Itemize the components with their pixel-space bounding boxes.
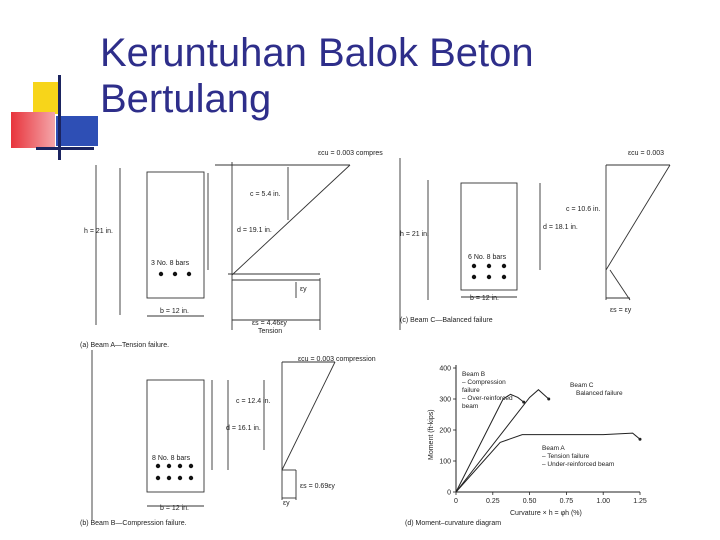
beam-b-bar — [167, 476, 171, 480]
legend-beam-a-line: Beam A — [542, 445, 565, 452]
beam-c-eps-s: εs = εy — [610, 307, 632, 314]
beam-a-h: h = 21 in. — [84, 228, 113, 235]
beam-c-bar — [472, 275, 476, 279]
beam-a-eps-cu: εcu = 0.003 compres — [318, 150, 383, 157]
beam-c-bar — [487, 264, 491, 268]
beam-b-c: c = 12.4 in. — [236, 398, 271, 405]
y-tick-label: 400 — [439, 365, 451, 373]
beam-a-tension: Tension — [258, 328, 283, 335]
beam-c-bar — [487, 275, 491, 279]
beam-b-bar — [156, 464, 160, 468]
legend-beam-c — [570, 382, 623, 397]
legend-beam-b-line: beam — [462, 403, 479, 410]
beam-b-bar — [189, 476, 193, 480]
beam-a-eps-s: εs = 4.46εy — [252, 320, 287, 327]
chart-xlabel: Curvature × h = φh (%) — [510, 510, 582, 517]
x-tick-label: 0.50 — [522, 498, 537, 505]
beam-b-bar — [167, 464, 171, 468]
beam-c-bar — [502, 275, 506, 279]
beam-a-d: d = 19.1 in. — [237, 227, 272, 234]
legend-beam-b-line: failure — [462, 387, 480, 394]
beam-b-eps-s: εs = 0.69εy — [300, 483, 335, 490]
beam-a-caption: (a) Beam A—Tension failure. — [80, 342, 170, 349]
x-tick-label: 0.75 — [559, 498, 574, 505]
chart-caption: (d) Moment–curvature diagram — [405, 520, 502, 527]
beam-b-section — [147, 380, 204, 492]
x-tick-label: 0 — [454, 498, 458, 505]
slide-title-line1: Keruntuhan Balok Beton — [100, 31, 534, 75]
beam-a-b: b = 12 in. — [160, 308, 189, 315]
beam-c-bars: 6 No. 8 bars — [468, 254, 507, 261]
y-tick-label: 100 — [439, 458, 451, 466]
beam-b-strain-line — [282, 362, 335, 470]
legend-beam-a — [542, 445, 614, 468]
beam-b-bar — [156, 476, 160, 480]
legend-beam-c-line: Beam C — [570, 382, 594, 389]
beam-a-section — [147, 172, 204, 298]
beam-a-eps-y: εy — [300, 286, 307, 293]
slide-title-line2: Bertulang — [100, 77, 272, 121]
legend-beam-a-line: – Tension failure — [542, 453, 590, 460]
beam-b-eps-cu: εcu = 0.003 compression — [298, 356, 376, 363]
beam-c-caption: (c) Beam C—Balanced failure — [400, 317, 493, 324]
x-tick-label: 0.25 — [485, 498, 500, 505]
beam-b-bars: 8 No. 8 bars — [152, 455, 191, 462]
beam-c-d: d = 18.1 in. — [543, 224, 578, 231]
series-end-point — [639, 438, 642, 441]
beam-b-bar — [178, 476, 182, 480]
y-tick-label: 200 — [439, 427, 451, 435]
beam-c-b: b = 12 in. — [470, 295, 499, 302]
beam-a-bar — [159, 272, 163, 276]
beam-b-eps-y: εy — [283, 500, 290, 507]
legend-beam-a-line: – Under-reinforced beam — [542, 461, 615, 468]
x-tick-label: 1.25 — [633, 498, 647, 505]
moment-curvature-chart — [405, 365, 647, 527]
legend-beam-b — [462, 371, 513, 410]
beam-c-strain-line — [606, 165, 670, 270]
series-end-point — [547, 398, 550, 401]
beam-a-bars: 3 No. 8 bars — [151, 260, 190, 267]
legend-beam-b-line: Beam B — [462, 371, 486, 378]
beam-c-bar — [502, 264, 506, 268]
beam-c-h: h = 21 in. — [400, 231, 429, 238]
beam-a-bar — [173, 272, 177, 276]
beam-b-caption: (b) Beam B—Compression failure. — [80, 520, 187, 527]
x-tick-label: 1.00 — [596, 498, 611, 505]
beam-b-bar — [178, 464, 182, 468]
beam-b-b: b = 12 in. — [160, 505, 189, 512]
beam-a-c: c = 5.4 in. — [250, 191, 281, 198]
beam-c-bar — [472, 264, 476, 268]
legend-beam-b-line: – Compression — [462, 379, 506, 386]
legend-beam-c-line: Balanced failure — [576, 390, 623, 397]
beam-c-c: c = 10.6 in. — [566, 206, 601, 213]
y-tick-label: 300 — [439, 396, 451, 404]
y-tick-label: 0 — [447, 489, 451, 497]
chart-ylabel: Moment (ft-kips) — [428, 409, 435, 460]
beam-b-bar — [189, 464, 193, 468]
beam-c-section — [461, 183, 517, 290]
beam-b-d: d = 16.1 in. — [226, 425, 261, 432]
beam-c-eps-cu: εcu = 0.003 — [628, 150, 665, 157]
beam-a-strain-line — [232, 165, 350, 275]
beam-a-bar — [187, 272, 191, 276]
legend-beam-b-line: – Over-reinforced — [462, 395, 513, 402]
